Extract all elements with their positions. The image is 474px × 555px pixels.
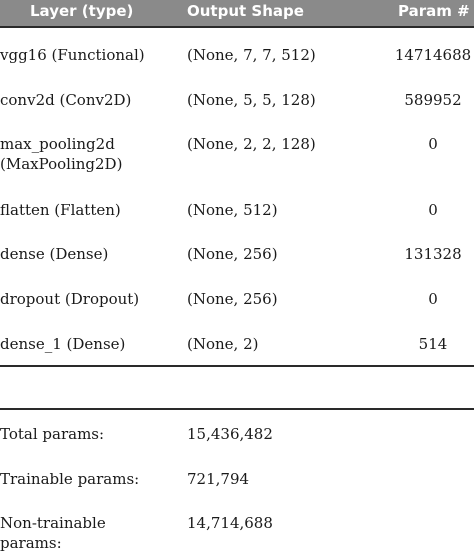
table-bottom-divider [0,365,474,367]
row-5-params: 0 [428,290,438,308]
row-6-params: 514 [418,335,448,353]
row-5-shape: (None, 256) [187,290,278,308]
header-output-shape: Output Shape [187,2,304,20]
total-params-value: 15,436,482 [187,425,273,443]
row-2-params: 0 [428,135,438,153]
row-2-layer-line2: (MaxPooling2D) [0,155,123,173]
row-3-layer: flatten (Flatten) [0,201,121,219]
row-4-shape: (None, 256) [187,245,278,263]
row-2-layer-line1: max_pooling2d [0,135,115,153]
row-0-shape: (None, 7, 7, 512) [187,46,316,64]
header-param-count: Param # [398,2,470,20]
trainable-params-value: 721,794 [187,470,250,488]
nontrainable-params-value: 14,714,688 [187,514,273,532]
nontrainable-params-label-line2: params: [0,534,62,552]
header-layer-type: Layer (type) [30,2,134,20]
row-3-params: 0 [428,201,438,219]
row-0-layer: vgg16 (Functional) [0,46,145,64]
summary-top-divider [0,408,474,410]
row-6-layer: dense_1 (Dense) [0,335,126,353]
row-1-layer: conv2d (Conv2D) [0,91,132,109]
row-4-layer: dense (Dense) [0,245,109,263]
nontrainable-params-label-line1: Non-trainable [0,514,106,532]
trainable-params-label: Trainable params: [0,470,140,488]
table-header [0,0,474,26]
row-0-params: 14714688 [394,46,472,64]
total-params-label: Total params: [0,425,105,443]
row-5-layer: dropout (Dropout) [0,290,140,308]
row-2-shape: (None, 2, 2, 128) [187,135,316,153]
header-divider [0,26,474,28]
row-1-params: 589952 [404,91,462,109]
row-6-shape: (None, 2) [187,335,259,353]
row-3-shape: (None, 512) [187,201,278,219]
row-4-params: 131328 [404,245,462,263]
row-1-shape: (None, 5, 5, 128) [187,91,316,109]
